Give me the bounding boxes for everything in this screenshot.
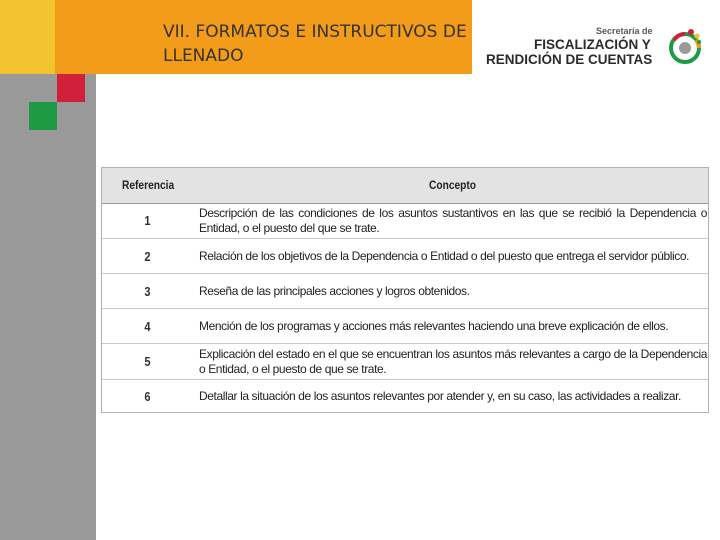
row-reference: 5 (144, 354, 151, 369)
row-reference: 1 (144, 213, 151, 228)
header-concepto: Concepto (429, 178, 477, 192)
sfrc-logo (484, 22, 704, 72)
decorative-yellow-block (0, 0, 55, 74)
row-concept: Reseña de las principales acciones y logros obtenidos. (199, 284, 470, 298)
row-concept: Detallar la situación de los asuntos relevantes por atender y, en su caso, las actividades a realizar. (199, 389, 681, 403)
row-concept: Mención de los programas y acciones más relevantes haciendo una breve explicación de ellos. (199, 319, 669, 333)
table-row (102, 239, 708, 274)
logo-line-1: FISCALIZACIÓN Y (534, 37, 651, 52)
logo-line-2: RENDICIÓN DE CUENTAS (486, 52, 653, 67)
row-reference: 3 (144, 284, 151, 299)
table-header (102, 168, 708, 204)
page-title: VII. FORMATOS E INSTRUCTIVOS DE LLENADO (163, 22, 467, 66)
row-concept: Explicación del estado en el que se encuentran los asuntos más relevantes a cargo de la Dependencia o Entidad, o el puesto de que se trate. (199, 347, 707, 376)
table-row (102, 274, 708, 309)
logo-small-text: Secretaría de (596, 26, 653, 36)
row-reference: 2 (144, 249, 151, 264)
row-reference: 6 (144, 389, 151, 404)
logo-emblem-icon (668, 24, 702, 68)
table-row (102, 344, 708, 380)
decorative-green-square (29, 102, 57, 130)
row-concept: Relación de los objetivos de la Dependencia o Entidad o del puesto que entrega el servidor público. (199, 249, 690, 263)
decorative-red-square (57, 74, 85, 102)
table-row (102, 203, 708, 239)
header-referencia: Referencia (122, 178, 175, 192)
row-concept: Descripción de las condiciones de los asuntos sustantivos en las que se recibió la Dependencia o Entidad, o el puesto del que se trate. (199, 206, 707, 235)
concept-table (101, 167, 709, 413)
row-reference: 4 (144, 319, 151, 334)
table-row (102, 380, 708, 412)
table-row (102, 309, 708, 344)
